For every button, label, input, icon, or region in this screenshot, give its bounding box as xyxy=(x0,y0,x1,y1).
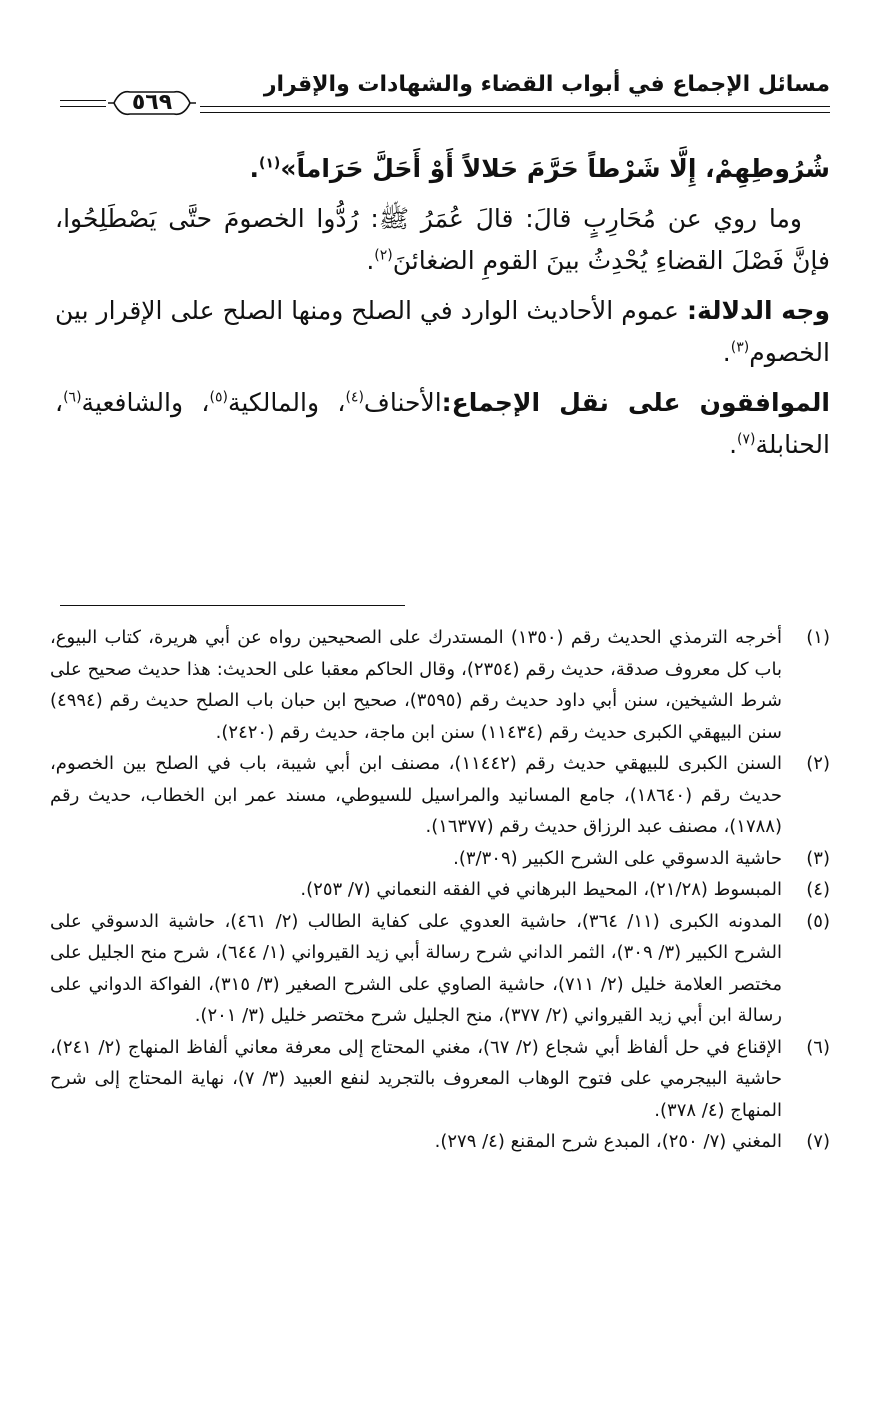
footnote-number: (٥) xyxy=(806,910,830,932)
footnote-number: (١) xyxy=(806,627,830,648)
footnote xyxy=(50,1126,830,1158)
footnote-text: السنن الكبرى للبيهقي حديث رقم (١١٤٤٢)، مصنف ابن أبي شيبة، باب في الصلح بين الخصوم، حديث رقم (١٨٦٤٠)، جامع المسانيد والمراسيل للسيوطي، مسند عمر ابن الخطاب، حديث رقم (١٧٨٨)، مصنف عبد الرزاق حديث رقم (١٦٣٧٧). xyxy=(50,753,783,837)
school-hanbali: ، الحنابلة xyxy=(55,388,830,459)
footnote-ref-2: (٢) xyxy=(374,247,393,264)
footnote-ref-7: (٧) xyxy=(737,431,756,448)
page-header xyxy=(60,62,830,132)
school-hanafi: الأحناف xyxy=(363,388,442,417)
footnotes xyxy=(50,622,830,1158)
footnote xyxy=(50,874,830,906)
punct: . xyxy=(722,338,731,367)
footnote-ref-3: (٣) xyxy=(730,339,750,356)
footnote xyxy=(50,748,830,843)
evidence-label: وجه الدلالة: xyxy=(686,296,830,325)
header-rule-left-bottom xyxy=(60,106,106,107)
footnote-number: (٢) xyxy=(806,753,830,774)
footnote-text: الإقناع في حل ألفاظ أبي شجاع (٢/ ٦٧)، مغني المحتاج إلى معرفة معاني ألفاظ المنهاج (٢/ ٢٤١)، حاشية البيجرمي على فتوح الوهاب المعروف بالتجريد لنفع العبيد (٣/ ٧)، نهاية المحتاج إلى شرح المنهاج (٤/ ٣٧٨). xyxy=(50,1036,783,1121)
footnote xyxy=(50,843,830,875)
footnote-text: المبسوط (٢١/٢٨)، المحيط البرهاني في الفقه النعماني (٧/ ٢٥٣). xyxy=(300,879,782,900)
footnote-text: أخرجه الترمذي الحديث رقم (١٣٥٠) المستدرك على الصحيحين رواه عن أبي هريرة، كتاب البيوع، باب كل معروف صدقة، حديث رقم (٢٣٥٤)، وقال الحاكم معقبا على الحديث: هذا حديث صحيح على شرط الشيخين، سنن أبي داود حديث رقم (٣٥٩٥)، صحيح ابن حبان باب الصلح حديث رقم (٤٩٩٤) سنن البيهقي الكبرى حديث رقم (١١٤٣٤) سنن ابن ماجة، حديث رقم (٢٤٢٠). xyxy=(50,627,783,743)
footnote-text: المدونه الكبرى (١١/ ٣٦٤)، حاشية العدوي على كفاية الطالب (٢/ ٤٦١)، حاشية الدسوقي على الشرح الكبير (٣/ ٣٠٩)، الثمر الداني شرح رسالة أبي زيد القيرواني (١/ ٦٤٤)، شرح منح الجليل على مختصر العلامة خليل (٢/ ٧١١)، حاشية الصاوي على الشرح الصغير (٣/ ٣١٥)، الفواكة الدواني على رسالة ابن أبي زيد القيرواني (٢/ ٣٧٧)، منح الجليل شرح مختصر خليل (٣/ ٢٠١). xyxy=(50,910,783,1026)
evidence-text: عموم الأحاديث الوارد في الصلح ومنها الصلح على الإقرار بين الخصوم xyxy=(55,296,830,367)
footnote-text: المغني (٧/ ٢٥٠)، المبدع شرح المقنع (٤/ ٢٧٩). xyxy=(434,1131,782,1152)
punct: . xyxy=(249,154,259,183)
school-maliki: ، والمالكية xyxy=(227,388,346,417)
footnote-number: (٦) xyxy=(806,1036,830,1058)
footnote-separator xyxy=(60,605,405,606)
paragraph-evidence xyxy=(55,290,830,374)
footnote xyxy=(50,1032,830,1127)
running-title: مسائل الإجماع في أبواب القضاء والشهادات والإقرار xyxy=(263,72,830,97)
paragraph-umar-quote xyxy=(55,198,830,282)
footnote-ref-1: (١) xyxy=(258,155,281,172)
consensus-label: الموافقون على نقل الإجماع: xyxy=(441,388,830,417)
page-number-frame xyxy=(106,88,198,118)
school-shafii: ، والشافعية xyxy=(81,388,210,417)
paragraph-hadith-end xyxy=(55,148,830,190)
footnote-ref-4: (٤) xyxy=(345,389,364,406)
page-number: ٥٦٩ xyxy=(131,90,173,115)
paragraph-consensus xyxy=(55,382,830,466)
punct: . xyxy=(729,430,738,459)
footnote-ref-6: (٦) xyxy=(63,389,82,406)
header-rule-bottom xyxy=(200,112,830,113)
footnote xyxy=(50,622,830,748)
footnote-text: حاشية الدسوقي على الشرح الكبير (٣/٣٠٩). xyxy=(453,847,782,869)
hadith-text: شُرُوطِهِمْ، إِلَّا شَرْطاً حَرَّمَ حَلالاً أَوْ أَحَلَّ حَرَاماً» xyxy=(280,154,830,183)
main-text xyxy=(55,148,830,466)
footnote-number: (٧) xyxy=(806,1131,830,1152)
footnote xyxy=(50,906,830,1032)
umar-quote-text: وما روي عن مُحَارِبٍ قالَ: قالَ عُمَرُ ﷺ: رُدُّوا الخصومَ حتَّى يَصْطَلِحُوا، فإنَّ فَصْلَ القضاءِ يُحْدِثُ بينَ القومِ الضغائنَ xyxy=(55,204,830,275)
footnote-number: (٤) xyxy=(806,879,830,900)
punct: . xyxy=(366,246,375,275)
footnote-number: (٣) xyxy=(806,847,830,869)
footnote-ref-5: (٥) xyxy=(209,389,228,406)
header-rule-top xyxy=(200,106,830,107)
header-rule-left-top xyxy=(60,100,106,101)
